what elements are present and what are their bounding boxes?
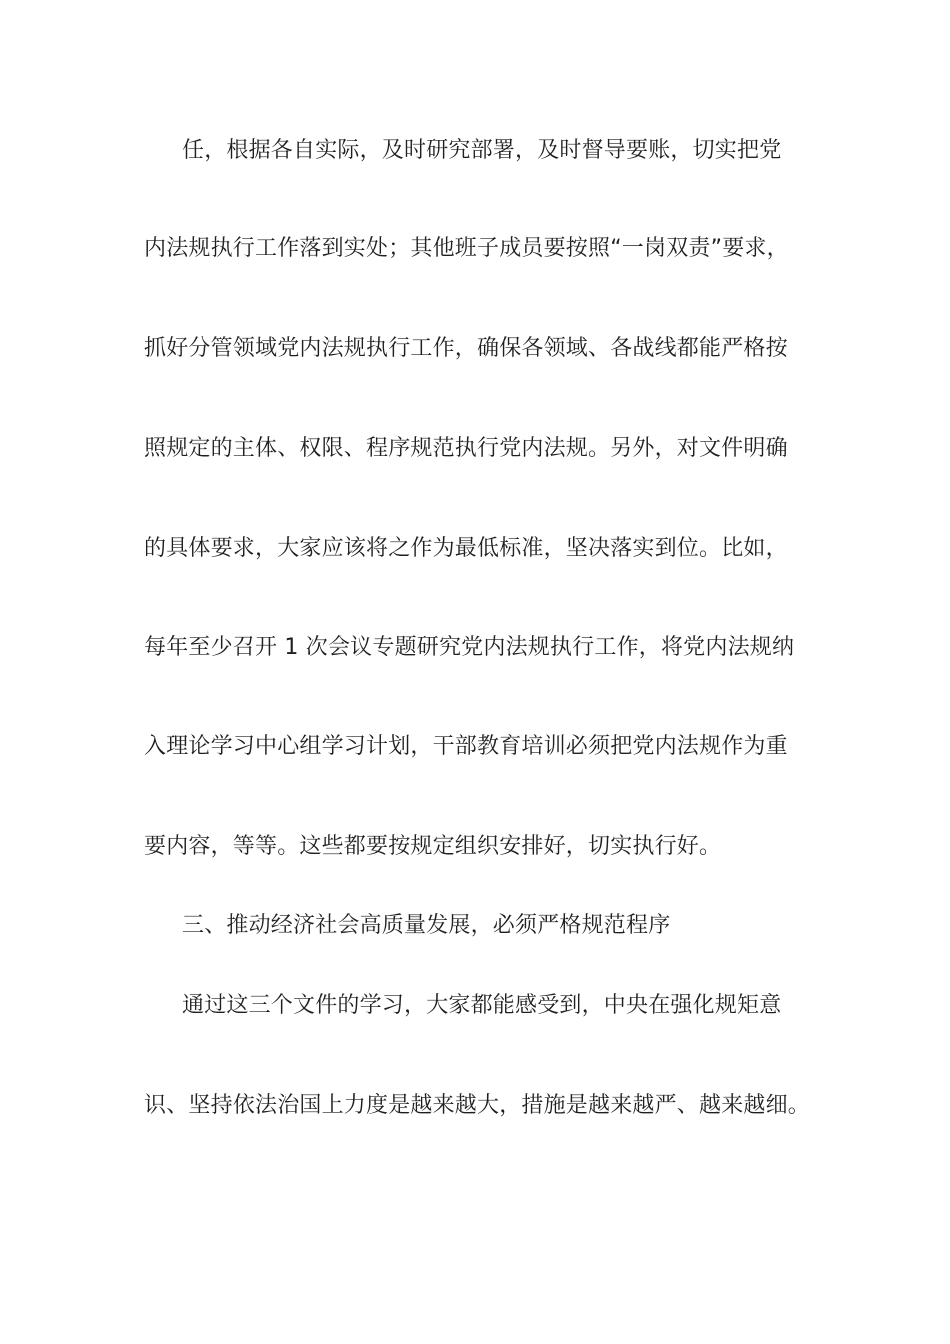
section-heading: 三、推动经济社会高质量发展，必须严格规范程序 (182, 913, 671, 938)
paragraph-line: 每年至少召开 1 次会议专题研究党内法规执行工作，将党内法规纳 (144, 635, 795, 660)
paragraph-line: 入理论学习中心组学习计划，干部教育培训必须把党内法规作为重 (144, 734, 788, 759)
paragraph-line: 抓好分管领域党内法规执行工作，确保各领域、各战线都能严格按 (144, 336, 788, 361)
paragraph-line: 要内容，等等。这些都要按规定组织安排好，切实执行好。 (144, 834, 722, 859)
paragraph-line: 通过这三个文件的学习，大家都能感受到，中央在强化规矩意 (182, 993, 782, 1018)
paragraph-line: 内法规执行工作落到实处；其他班子成员要按照“一岗双责”要求， (144, 236, 789, 261)
paragraph-line: 照规定的主体、权限、程序规范执行党内法规。另外，对文件明确 (144, 436, 788, 461)
paragraph-line: 识、坚持依法治国上力度是越来越大，措施是越来越严、越来越细。 (144, 1093, 811, 1118)
paragraph-line: 的具体要求，大家应该将之作为最低标准，坚决落实到位。比如， (144, 536, 788, 561)
paragraph-line: 任，根据各自实际，及时研究部署，及时督导要账，切实把党 (182, 138, 782, 163)
